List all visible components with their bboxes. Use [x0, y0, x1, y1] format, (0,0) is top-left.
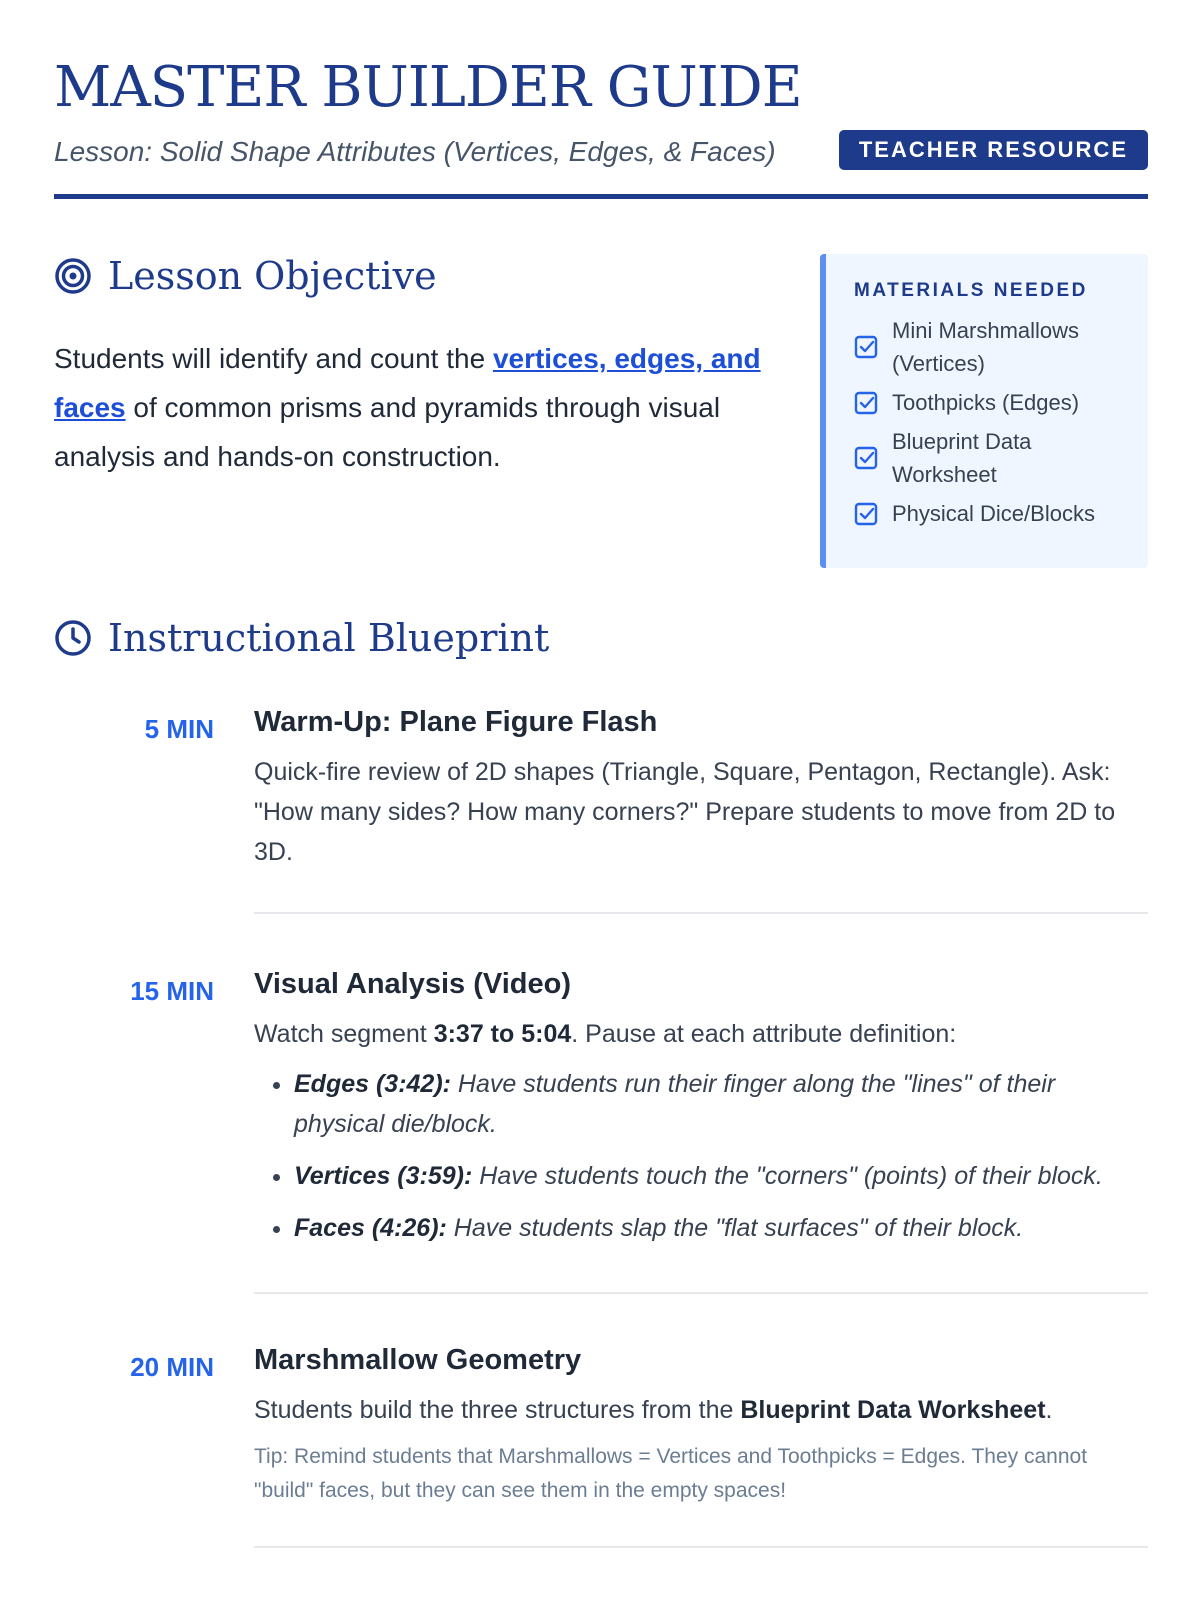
materials-item	[854, 497, 1128, 530]
attribute-list	[254, 1064, 1148, 1248]
blueprint-timeline	[54, 700, 1148, 1548]
checkbox-checked-icon	[854, 502, 878, 526]
materials-item-label: Mini Marshmallows (Vertices)	[892, 318, 1080, 376]
blueprint-heading-text: Instructional Blueprint	[108, 616, 550, 660]
page-title: MASTER BUILDER GUIDE	[54, 55, 802, 120]
bullet-text: Have students run their finger along the "lines" of their physical die/block.	[294, 1070, 1056, 1138]
blueprint-heading	[54, 616, 549, 660]
materials-item	[854, 386, 1128, 419]
target-icon	[54, 257, 92, 295]
objective-heading-text: Lesson Objective	[108, 254, 437, 298]
step-description	[254, 1390, 1148, 1430]
timeline-step	[54, 962, 1148, 1260]
clock-icon	[54, 619, 92, 657]
objective-heading	[54, 254, 437, 298]
step-content	[254, 962, 1148, 1260]
objective-text-start: Students will identify and count the	[54, 343, 493, 374]
attribute-bullet	[294, 1156, 1148, 1196]
step-duration: 15 MIN	[130, 976, 214, 1006]
step-desc-end: . Pause at each attribute definition:	[571, 1020, 957, 1048]
step-duration: 20 MIN	[130, 1352, 214, 1382]
attribute-bullet	[294, 1064, 1148, 1144]
materials-item-label: Toothpicks (Edges)	[892, 390, 1080, 415]
objective-highlight-link[interactable]: vertices, edges, and faces	[54, 343, 761, 423]
subtitle-row	[54, 126, 1148, 172]
materials-panel	[820, 254, 1148, 568]
worksheet-name: Blueprint Data Worksheet	[740, 1396, 1046, 1424]
step-duration: 5 MIN	[144, 714, 214, 744]
step-divider	[254, 912, 1148, 914]
header-divider	[54, 194, 1148, 199]
step-title: Warm-Up: Plane Figure Flash	[254, 706, 658, 738]
step-desc-start: Students build the three structures from the	[254, 1396, 741, 1424]
step-content	[254, 700, 1148, 872]
step-desc-end: .	[1045, 1396, 1053, 1424]
checkbox-checked-icon	[854, 446, 878, 470]
teacher-tip: Tip: Remind students that Marshmallows = Vertices and Toothpicks = Edges. They cannot "build" faces, but they can see them in the empty spaces!	[254, 1445, 1088, 1502]
step-content	[254, 1338, 1148, 1508]
step-title: Marshmallow Geometry	[254, 1344, 582, 1376]
checkbox-checked-icon	[854, 391, 878, 415]
objective-text	[54, 334, 774, 481]
bullet-label: Faces (4:26):	[294, 1214, 447, 1242]
step-desc-start: Watch segment	[254, 1020, 434, 1048]
bullet-label: Vertices (3:59):	[294, 1162, 473, 1190]
header	[54, 55, 1148, 167]
materials-item	[854, 314, 1128, 380]
materials-item	[854, 425, 1128, 491]
objective-text-end: of common prisms and pyramids through visual analysis and hands-on construction.	[54, 392, 721, 472]
bullet-label: Edges (3:42):	[294, 1070, 451, 1098]
attribute-bullet	[294, 1208, 1148, 1248]
step-description	[254, 1014, 1148, 1054]
materials-item-label: Physical Dice/Blocks	[892, 501, 1095, 526]
teacher-resource-badge: TEACHER RESOURCE	[839, 130, 1148, 170]
materials-item-label: Blueprint Data Worksheet	[892, 429, 1032, 487]
lesson-subtitle: Lesson: Solid Shape Attributes (Vertices, Edges, & Faces)	[54, 136, 776, 167]
video-segment-range: 3:37 to 5:04	[433, 1020, 572, 1048]
step-divider	[254, 1546, 1148, 1548]
timeline-step	[54, 1338, 1148, 1508]
bullet-text: Have students touch the "corners" (points) of their block.	[472, 1162, 1103, 1190]
checkbox-checked-icon	[854, 335, 878, 359]
step-description: Quick-fire review of 2D shapes (Triangle, Square, Pentagon, Rectangle). Ask: "How many sides? How many corners?" Prepare students to move from 2D to 3D.	[254, 758, 1116, 866]
step-divider	[254, 1292, 1148, 1294]
bullet-text: Have students slap the "flat surfaces" of their block.	[446, 1214, 1024, 1242]
materials-heading: MATERIALS NEEDED	[854, 280, 1088, 301]
materials-list	[854, 314, 1128, 530]
timeline-step	[54, 700, 1148, 872]
step-title: Visual Analysis (Video)	[254, 968, 571, 1000]
